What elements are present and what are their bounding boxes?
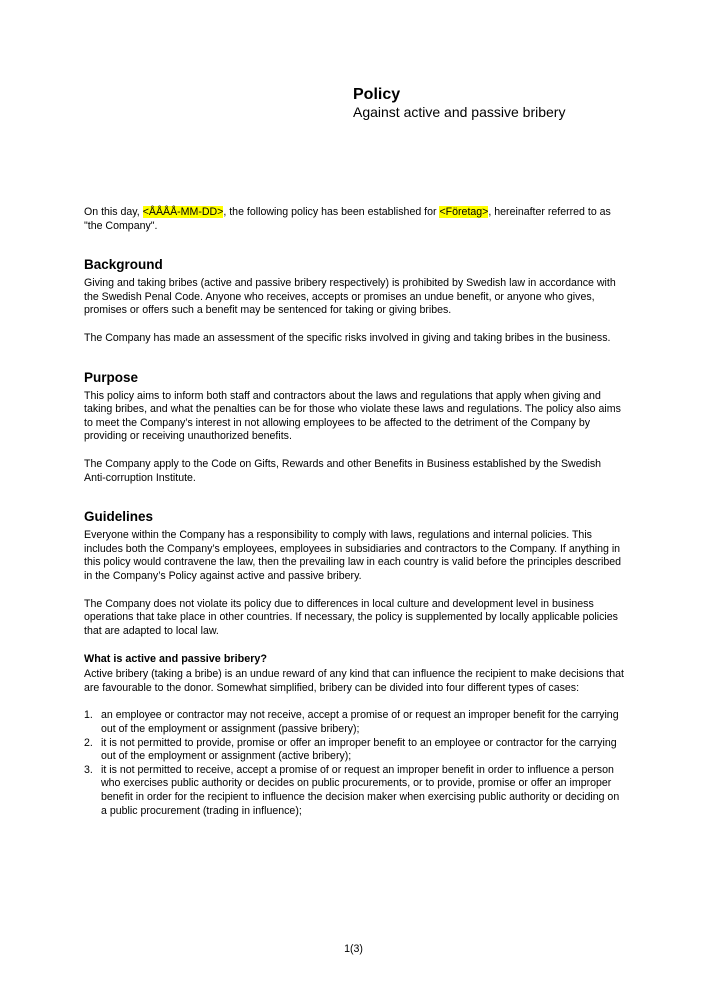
document-subtitle: Against active and passive bribery (353, 104, 566, 120)
bribery-cases-list (84, 709, 624, 818)
background-paragraph-1: Giving and taking bribes (active and passive bribery respectively) is prohibited by Swedish law in accordance with the Swedish Penal Code. Anyone who receives, accepts or promises an undue benefit, or anyone who gives, promises or offers such a benefit may be sentenced for taking or giving bribes. (84, 277, 616, 317)
title-block (353, 85, 565, 121)
intro-suffix: , hereinafter referred to as "the Company". (84, 206, 611, 232)
purpose-paragraph-2: The Company apply to the Code on Gifts, Rewards and other Benefits in Business established by the Swedish Anti-corruption Institute. (84, 457, 602, 484)
purpose-paragraph-1: This policy aims to inform both staff and contractors about the laws and regulations that apply when giving and taking bribes, and what the penalties can be for those who violate these laws and regulations. The policy also aims to meet the Company’s interest in not allowing employees to be affected to the detriment of the Company by providing or receiving unauthorized benefits. (84, 389, 621, 443)
list-item (84, 709, 624, 736)
list-item (84, 764, 624, 818)
background-paragraph-2: The Company has made an assessment of the specific risks involved in giving and taking bribes in the business. (84, 331, 611, 344)
company-placeholder: <Företag> (439, 206, 489, 218)
purpose-heading: Purpose (84, 369, 139, 385)
guidelines-heading: Guidelines (84, 509, 154, 525)
list-item-number: 1. (84, 709, 93, 722)
list-item-text: it is not permitted to provide, promise or offer an improper benefit to an employee or contractor for the carrying out of the employment or assignment (active bribery); (101, 736, 617, 763)
document-body (84, 206, 624, 818)
date-placeholder: <ÅÅÅÅ-MM-DD> (142, 206, 224, 218)
list-item-text: an employee or contractor may not receive, accept a promise of or request an improper benefit for the carrying out of the employment or assignment (passive bribery); (101, 709, 619, 736)
list-item-number: 3. (84, 763, 93, 776)
bribery-paragraph: Active bribery (taking a bribe) is an undue reward of any kind that can influence the recipient to make decisions that are favourable to the donor. Somewhat simplified, bribery can be divided into four different types of cases: (84, 668, 624, 694)
list-item-number: 2. (84, 736, 93, 749)
list-item-text: it is not permitted to receive, accept a promise of or request an improper benefit in order to influence a person who exercises public authority or decides on public procurements, or to provide, promise or offer an improper benefit in order for the recipient to influence the decision maker when exercising public authority or deciding on a public procurement (trading in influence); (101, 763, 620, 817)
guidelines-paragraph-2: The Company does not violate its policy due to differences in local culture and development level in business operations that take place in other countries. If necessary, the policy is supplemented by locally applicable policies that are adapted to local law. (84, 597, 618, 637)
page-number: 1(3) (344, 943, 363, 955)
intro-middle: , the following policy has been established for (223, 206, 440, 218)
intro-paragraph (84, 206, 624, 233)
guidelines-paragraph-1: Everyone within the Company has a responsibility to comply with laws, regulations and internal policies. This includes both the Company’s employees, employees in subsidiaries and contractors to the Company. If anything in this policy would contravene the law, then the prevailing law in each country is valid before the principles described in the Company’s Policy against active and passive bribery. (84, 529, 622, 582)
background-heading: Background (84, 257, 163, 273)
list-item (84, 737, 624, 764)
bribery-subheading: What is active and passive bribery? (84, 653, 268, 666)
intro-prefix: On this day, (84, 206, 143, 218)
document-title: Policy (353, 86, 401, 103)
